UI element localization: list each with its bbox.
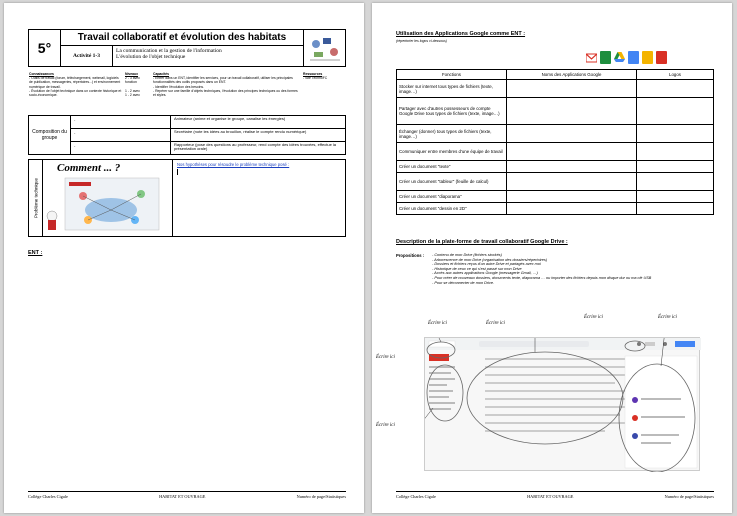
role-description: Rapporteur (pose des questions au professeur, rend compte des idées trouvées, effectue la présentation orale): [174, 142, 337, 152]
list-item: - Contenu de mon Drive (fichiers stockés): [432, 253, 502, 257]
docs-icon: [628, 51, 639, 64]
ressources-heading: Ressources: [303, 72, 323, 76]
table-row: [397, 191, 714, 203]
role-name-field[interactable]: -: [71, 142, 171, 154]
table-row: [397, 161, 714, 173]
activity-header: [28, 29, 346, 67]
role-row: [71, 142, 345, 154]
logo-cell[interactable]: [637, 203, 714, 215]
network-illustration-icon: [43, 176, 173, 236]
footer-page: Numéro de page/Statistiques: [296, 494, 346, 499]
group-composition: [28, 115, 346, 155]
google-apps-title: Utilisation des Applications Google comme ENT :: [396, 31, 526, 37]
footer-theme: HABITAT ET OUVRAGE: [159, 494, 206, 499]
role-name-field[interactable]: -: [71, 116, 171, 128]
problem-label: Problème technique: [33, 177, 38, 219]
app-name-cell[interactable]: [507, 125, 637, 143]
list-item: - Pour se déconnecter de mon Drive.: [432, 280, 495, 285]
table-row: [397, 173, 714, 191]
technical-problem-box: [28, 159, 346, 237]
composition-label: Composition du groupe: [29, 116, 71, 154]
table-row: [397, 143, 714, 161]
app-name-cell[interactable]: [507, 203, 637, 215]
propositions-list: [432, 253, 712, 285]
role-row: [71, 129, 345, 142]
col-noms-apps: Noms des Applications Google: [507, 70, 637, 80]
write-here-label[interactable]: Écrire ici: [486, 321, 505, 326]
logo-cell[interactable]: [637, 191, 714, 203]
page-footer: [28, 491, 346, 499]
google-drive-screenshot: [424, 337, 700, 471]
footer-school: Collège Charles Cigale: [396, 494, 436, 499]
write-here-label[interactable]: Écrire ici: [376, 423, 395, 428]
footer-page: Numéro de page/Statistiques: [664, 494, 714, 499]
left-page: [4, 3, 364, 513]
activity-number: Activité 1-3: [61, 46, 113, 66]
table-row: [397, 98, 714, 125]
ent-heading: ENT :: [28, 250, 43, 256]
google-app-logos: [586, 51, 667, 64]
write-here-label[interactable]: Écrire ici: [584, 315, 603, 320]
function-cell: Créer un document "diaporama": [397, 191, 507, 203]
col-logos: Logos: [637, 70, 714, 80]
logo-cell[interactable]: [637, 80, 714, 98]
logo-cell[interactable]: [637, 125, 714, 143]
app-name-cell[interactable]: [507, 80, 637, 98]
drive-icon: [614, 51, 625, 64]
function-cell: Créer un document "dessin en 2D": [397, 203, 507, 215]
table-row: [397, 80, 714, 98]
role-description: Secrétaire (note les idées au brouillon, réalise le compte rendu numérique): [174, 129, 307, 134]
function-cell: Stocker sur internet tous types de fichiers (texte, image…): [397, 80, 507, 98]
footer-school: Collège Charles Cigale: [28, 494, 68, 499]
logo-cell[interactable]: [637, 143, 714, 161]
slides-icon: [642, 51, 653, 64]
niveaux-text: 2 - 3 avec fonction 1 - 2 avec 1 - 2 avec: [125, 76, 140, 98]
niveaux-heading: Niveaux: [125, 72, 139, 76]
function-cell: Échanger (donner) tous types de fichiers (texte, image…): [397, 125, 507, 143]
col-fonctions: Fonctions: [397, 70, 507, 80]
sheets-icon: [600, 51, 611, 64]
page-footer: [396, 491, 714, 499]
list-item: - Accès aux autres applications Google (messagerie Gmail, …): [432, 271, 538, 276]
app-name-cell[interactable]: [507, 173, 637, 191]
function-cell: Partager avec d'autres possesseurs de compte Google Drive tous types de fichiers (texte, image…): [397, 98, 507, 125]
logo-cell[interactable]: [637, 161, 714, 173]
gmail-icon: [586, 51, 597, 64]
list-item: - Dossiers et fichiers reçus d'un autre Drive et partagés avec moi: [432, 262, 541, 267]
drawings-icon: [656, 51, 667, 64]
connaissances-text: - Outils de travail (forum, téléchargement, webmail, logiciels de publication, messageries, répertoires...) et environnement numérique de travail. - Évolution de l'objet technique dans un contexte historique et socio-économique.: [29, 76, 122, 98]
subtitle-line-2: L'évolution de l'objet technique: [116, 54, 186, 60]
app-name-cell[interactable]: [507, 143, 637, 161]
hypotheses-input[interactable]: [177, 169, 178, 175]
role-name-field[interactable]: -: [71, 129, 171, 141]
propositions-label: Propositions :: [396, 253, 425, 258]
level-cell: 5°: [29, 30, 61, 66]
write-here-label[interactable]: Écrire ici: [658, 315, 677, 320]
app-name-cell[interactable]: [507, 98, 637, 125]
google-apps-table: [396, 69, 714, 215]
role-description: Animateur (anime et organise le groupe, canalise les énergies): [174, 116, 286, 121]
logo-cell[interactable]: [637, 98, 714, 125]
app-name-cell[interactable]: [507, 161, 637, 173]
right-page: [372, 3, 732, 513]
ressources-text: - Site TechnoFC: [303, 76, 328, 81]
hypotheses-label: Nos hypothèses pour résoudre le problème technique posé :: [177, 162, 290, 167]
technology-logo-icon: [303, 30, 345, 66]
table-row: [397, 125, 714, 143]
list-item: - Historique de ceux ce qui s'est passé sur mon Drive: [432, 266, 522, 271]
platform-title: Description de la plate-forme de travail collaboratif Google Drive :: [396, 239, 568, 245]
capacites-heading: Capacités: [153, 72, 170, 76]
table-row: [397, 203, 714, 215]
list-item: - Arborescence de mon Drive (organisation des dossiers/répertoires): [432, 257, 548, 262]
google-apps-subtitle: (répertorier les logos ci-dessous): [396, 39, 447, 43]
drive-interface-icon: [425, 338, 701, 472]
info-box: [28, 71, 346, 111]
write-here-label[interactable]: Écrire ici: [376, 355, 395, 360]
function-cell: Communiquer entre membres d'une équipe de travail: [397, 143, 507, 161]
capacites-text: - Entrer dans un ENT, identifier les services, pour un travail collaboratif, utiliser les principales fonctionnalités des outils proposés dans un ENT. - Identifier l'évolution des besoins. - Repérer sur une famille d'objets techniques, l'évolution des principes techniques ou des formes et styles.: [153, 76, 298, 98]
footer-theme: HABITAT ET OUVRAGE: [527, 494, 574, 499]
connaissances-heading: Connaissances: [29, 72, 54, 76]
list-item: - Pour créer de nouveaux dossiers, documents texte, diaporama … ou importer des fichiers depuis mon disque dur ou ma clé USB: [432, 275, 652, 280]
problem-illustration: [43, 160, 173, 236]
logo-cell[interactable]: [637, 173, 714, 191]
comment-heading: Comment ... ?: [57, 162, 121, 174]
app-name-cell[interactable]: [507, 191, 637, 203]
function-cell: Créer un document "tableur" (feuille de calcul): [397, 173, 507, 191]
write-here-label[interactable]: Écrire ici: [428, 321, 447, 326]
subtitle-line-1: La communication et la gestion de l'information: [116, 48, 222, 54]
activity-title: Travail collaboratif et évolution des habitats: [61, 30, 303, 46]
role-row: [71, 116, 345, 129]
function-cell: Créer un document "texte": [397, 161, 507, 173]
